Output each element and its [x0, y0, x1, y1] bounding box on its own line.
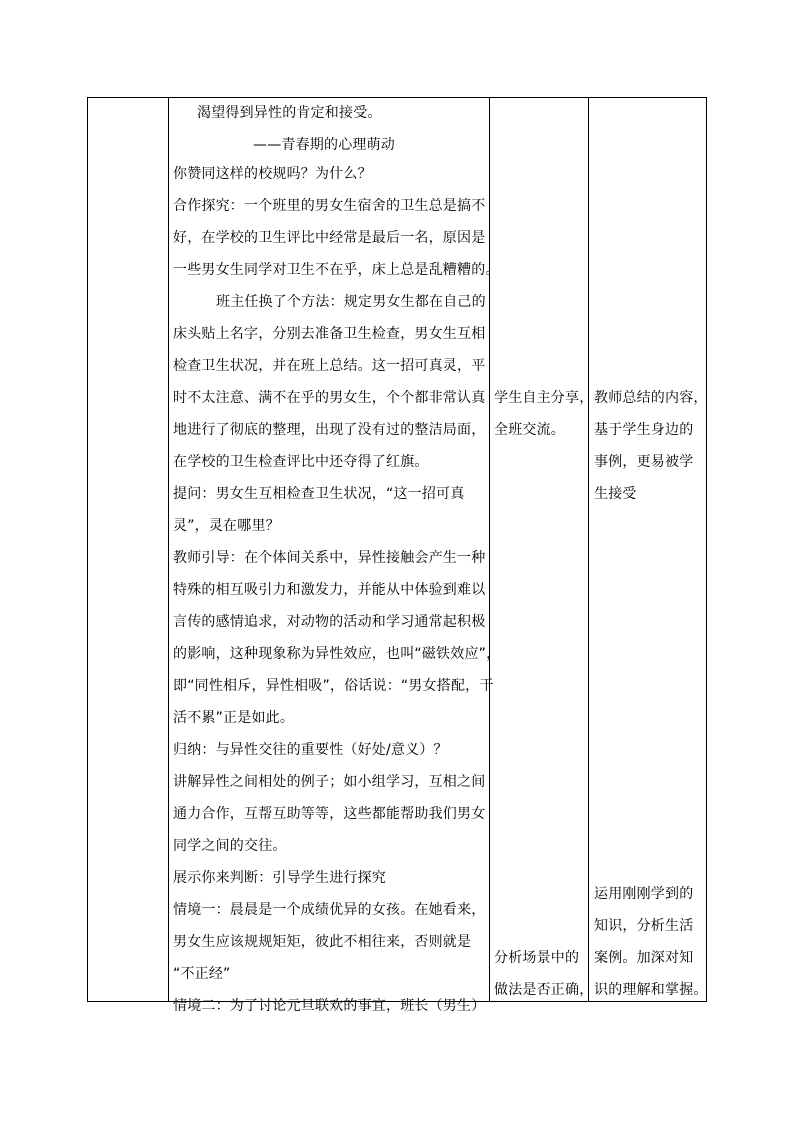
content-line: ——青春期的心理萌动: [253, 137, 395, 153]
design-intent-line: 知识，分析生活: [594, 918, 694, 934]
content-line: 你赞同这样的校规吗？为什么？: [173, 166, 372, 182]
content-line: 通力合作，互帮互助等等，这些都能帮助我们男女: [173, 806, 486, 822]
content-line: 床头贴上名字，分别去准备卫生检查，男女生互相: [173, 326, 486, 342]
content-line: 在学校的卫生检查评比中还夺得了红旗。: [173, 454, 429, 470]
content-line: 特殊的相互吸引力和激发力，并能从中体验到难以: [173, 582, 486, 598]
content-line: 讲解异性之间相处的例子；如小组学习，互相之间: [173, 774, 486, 790]
content-line: 情境二：为了讨论元旦联欢的事宜，班长（男生）: [173, 998, 486, 1014]
content-line: 展示你来判断：引导学生进行探究: [173, 870, 386, 886]
column-divider: [588, 98, 589, 1001]
design-intent-line: 事例，更易被学: [594, 454, 694, 470]
teaching-content-cell: [173, 98, 501, 1014]
student-activity-line: 做法是否正确，: [494, 982, 594, 998]
student-activity-line: 分析场景中的: [494, 950, 580, 966]
content-line: 归纳：与异性交往的重要性（好处/意义）？: [173, 742, 448, 758]
design-intent-line: 案例。加深对知: [594, 950, 694, 966]
content-line: 班主任换了个方法：规定男女生都在自己的: [216, 294, 486, 310]
content-line: 检查卫生状况，并在班上总结。这一招可真灵，平: [173, 358, 486, 374]
design-intent-line: 识的理解和掌握。: [594, 982, 708, 998]
content-line: “不正经”: [173, 966, 231, 982]
student-activity-cell: [494, 98, 594, 1001]
content-line: 情境一：晨晨是一个成绩优异的女孩。在她看来，: [173, 902, 486, 918]
student-activity-line: 全班交流。: [494, 422, 565, 438]
design-intent-line: 基于学生身边的: [594, 422, 694, 438]
content-line: 好，在学校的卫生评比中经常是最后一名，原因是: [173, 230, 486, 246]
content-line: 时不太注意、满不在乎的男女生，个个都非常认真: [173, 390, 486, 406]
student-activity-line: 学生自主分享，: [494, 390, 594, 406]
first-column-cell: [88, 98, 168, 1001]
content-line: 男女生应该规规矩矩，彼此不相往来，否则就是: [173, 934, 472, 950]
content-line: 同学之间的交往。: [173, 838, 287, 854]
content-line: 言传的感情追求，对动物的活动和学习通常起积极: [173, 614, 486, 630]
column-divider: [168, 98, 169, 1001]
content-line: 灵”，灵在哪里？: [173, 518, 280, 534]
content-line: 活不累”正是如此。: [173, 710, 295, 726]
lesson-plan-table: [87, 97, 708, 1014]
design-intent-line: 生接受: [594, 486, 637, 502]
design-intent-cell: [594, 98, 706, 1001]
content-line: 一些男女生同学对卫生不在乎，床上总是乱糟糟的。: [173, 262, 500, 278]
content-line: 的影响，这种现象称为异性效应，也叫“磁铁效应”，: [173, 646, 501, 662]
content-line: 合作探究：一个班里的男女生宿舍的卫生总是搞不: [173, 198, 486, 214]
design-intent-line: 运用刚刚学到的: [594, 886, 694, 902]
content-line: 教师引导：在个体间关系中，异性接触会产生一种: [173, 550, 486, 566]
column-divider: [489, 98, 490, 1001]
content-line: 渴望得到异性的肯定和接受。: [197, 105, 382, 121]
content-line: 提问：男女生互相检查卫生状况，“这一招可真: [173, 486, 465, 502]
content-line: 即“同性相斥，异性相吸”，俗话说：“男女搭配，干: [173, 678, 494, 694]
content-line: 地进行了彻底的整理，出现了没有过的整洁局面，: [173, 422, 486, 438]
design-intent-line: 教师总结的内容，: [594, 390, 708, 406]
